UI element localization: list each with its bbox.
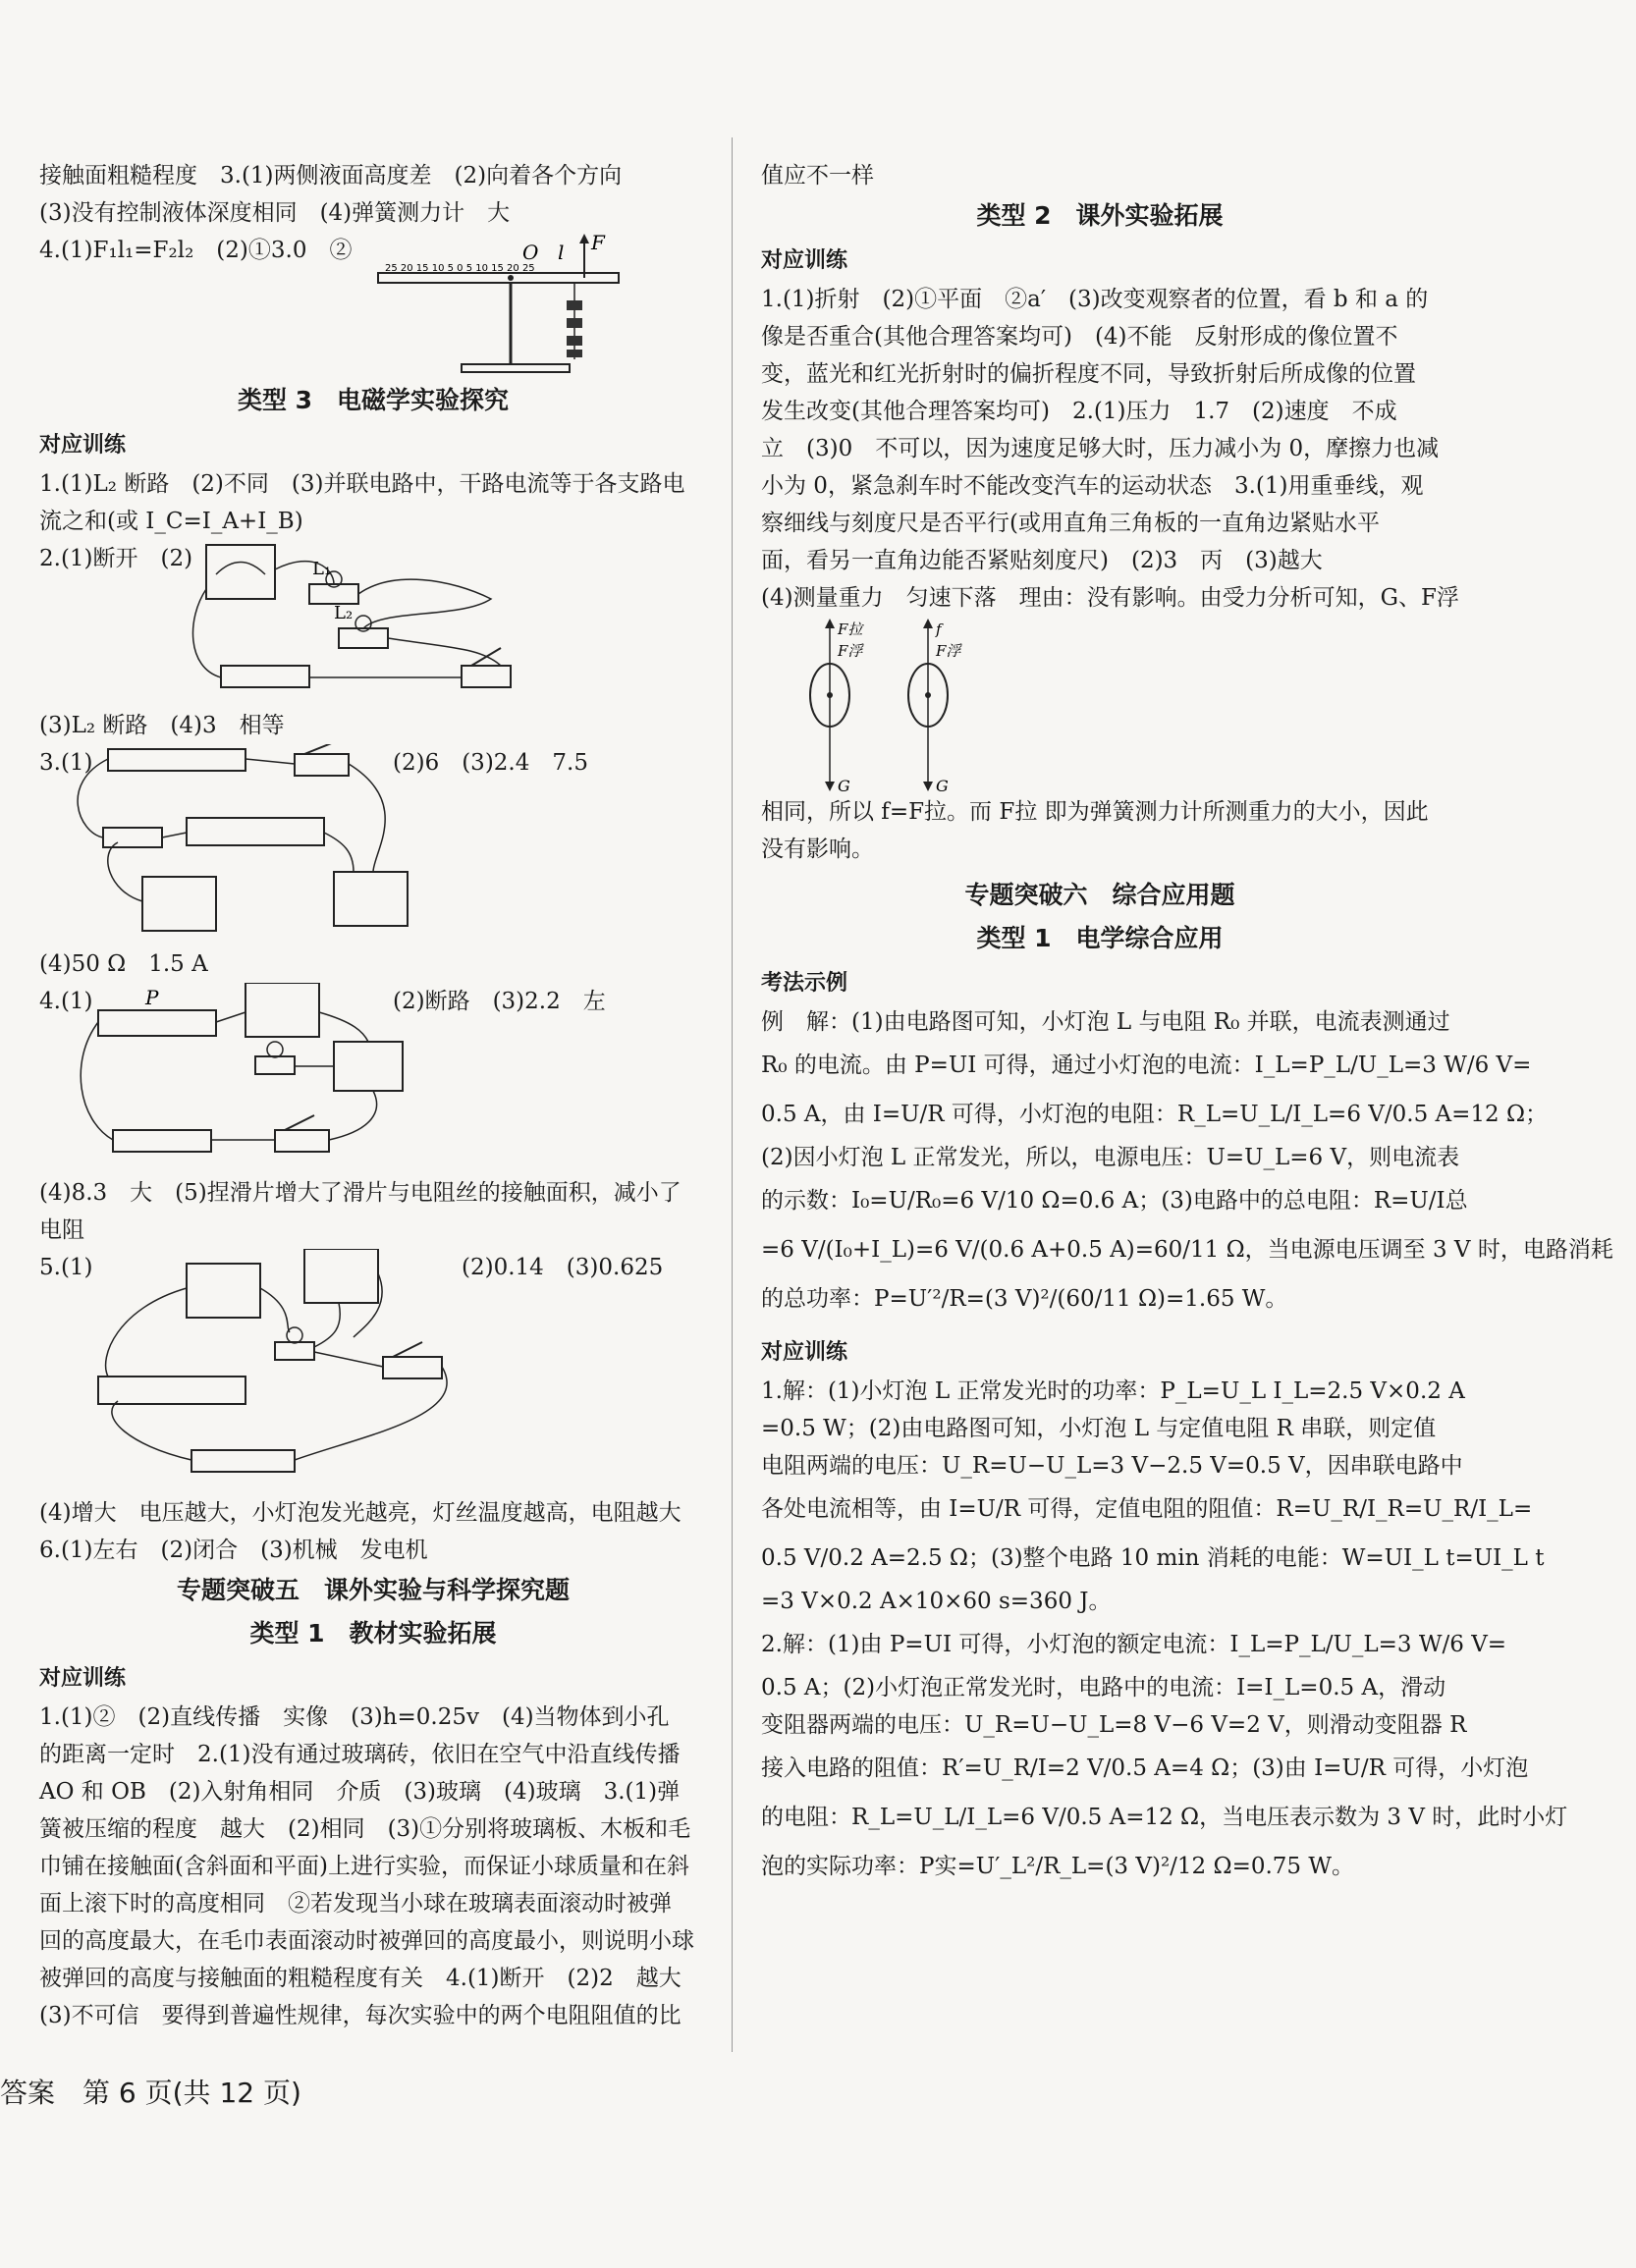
text-line: (2)因小灯泡 L 正常发光，所以，电源电压：U=U_L=6 V，则电流表 (761, 1145, 1460, 1170)
text-line: 0.5 V/0.2 A=2.5 Ω；(3)整个电路 10 min 消耗的电能：W=UI_L t=UI_L t (761, 1545, 1545, 1571)
text-line: 发生改变(其他合理答案均可) 2.(1)压力 1.7 (2)速度 不成 (761, 399, 1397, 424)
L1-label: L₁ (312, 559, 332, 579)
text-line: 值应不一样 (761, 163, 874, 189)
page-footer: 答案 第 6 页(共 12 页) (0, 2077, 301, 2109)
text-line: 泡的实际功率：P实=U′_L²/R_L=(3 V)²/12 Ω=0.75 W。 (761, 1854, 1355, 1879)
text-line: 例 解：(1)由电路图可知，小灯泡 L 与电阻 R₀ 并联，电流表测通过 (761, 1009, 1450, 1035)
text-line: 电阻 (39, 1217, 84, 1243)
text-line: 3.(1) (39, 750, 93, 776)
force-f-label: f (936, 621, 942, 638)
force-F-fu-label: F浮 (936, 642, 961, 660)
text-line: R₀ 的电流。由 P=UI 可得，通过小灯泡的电流：I_L=P_L/U_L=3 W/6 V= (761, 1053, 1532, 1078)
text-line: (2)6 (3)2.4 7.5 (393, 750, 588, 776)
section-title: 专题突破六 综合应用题 (964, 881, 1235, 909)
text-line: 回的高度最大，在毛巾表面滚动时被弹回的高度最小，则说明小球 (39, 1928, 694, 1954)
text-line: 变，蓝光和红光折射时的偏折程度不同，导致折射后所成像的位置 (761, 361, 1416, 387)
text-line: (3)没有控制液体深度相同 (4)弹簧测力计 大 (39, 200, 511, 226)
subsection-title: 对应训练 (761, 1340, 848, 1365)
lever-O-label: O (522, 241, 539, 264)
lever-l-label: l (558, 241, 565, 264)
section-title: 类型 1 教材实验拓展 (249, 1619, 497, 1647)
slider-P-label: P (145, 986, 159, 1009)
text-line: (4)测量重力 匀速下落 理由：没有影响。由受力分析可知，G、F浮 (761, 585, 1459, 611)
q3-figure (39, 744, 707, 945)
text-line: 1.(1)② (2)直线传播 实像 (3)h=0.25v (4)当物体到小孔 (39, 1704, 670, 1730)
q5-figure (39, 1249, 707, 1494)
section-title: 专题突破五 课外实验与科学探究题 (176, 1576, 570, 1604)
L2-label: L₂ (334, 603, 354, 623)
text-line: =0.5 W；(2)由电路图可知，小灯泡 L 与定值电阻 R 串联，则定值 (761, 1416, 1437, 1441)
text-line: 2.解：(1)由 P=UI 可得，小灯泡的额定电流：I_L=P_L/U_L=3 W/6 V= (761, 1632, 1507, 1657)
subsection-title: 对应训练 (761, 248, 848, 273)
text-line: 的总功率：P=U′²/R=(3 V)²/(60/11 Ω)=1.65 W。 (761, 1286, 1288, 1312)
q2-figure (39, 540, 707, 707)
text-line: 的距离一定时 2.(1)没有通过玻璃砖，依旧在空气中沿直线传播 (39, 1742, 681, 1767)
text-line: 没有影响。 (761, 837, 874, 862)
text-line: 立 (3)0 不可以，因为速度足够大时，压力减小为 0，摩擦力也减 (761, 436, 1440, 461)
circuit-diagram-q3 (39, 744, 707, 945)
text-line: 4.(1)F₁l₁=F₂l₂ (2)①3.0 ② (39, 238, 353, 263)
text-line: 相同，所以 f=F拉。而 F拉 即为弹簧测力计所测重力的大小，因此 (761, 799, 1429, 825)
text-line: (4)50 Ω 1.5 A (39, 951, 208, 977)
text-line: 的示数：I₀=U/R₀=6 V/10 Ω=0.6 A；(3)电路中的总电阻：R=U/I总 (761, 1188, 1468, 1214)
text-line: 4.(1) (39, 989, 93, 1014)
subsection-title: 对应训练 (39, 1666, 127, 1691)
section-title: 类型 1 电学综合应用 (976, 924, 1224, 952)
text-line: 1.(1)折射 (2)①平面 ②a′ (3)改变观察者的位置，看 b 和 a 的 (761, 287, 1429, 312)
section-title: 类型 2 课外实验拓展 (976, 201, 1224, 230)
text-line: 被弹回的高度与接触面的粗糙程度有关 4.(1)断开 (2)2 越大 (39, 1966, 682, 1991)
lever-F-label: F (591, 232, 605, 254)
force-diagram-2 (908, 619, 962, 793)
column-divider (732, 137, 733, 2052)
q4-figure (39, 983, 707, 1174)
subsection-title: 考法示例 (761, 971, 848, 996)
text-line: 接触面粗糙程度 3.(1)两侧液面高度差 (2)向着各个方向 (39, 163, 623, 189)
force-figure (761, 617, 1439, 793)
text-line: 察细线与刻度尺是否平行(或用直角三角板的一直角边紧贴水平 (761, 511, 1380, 536)
text-line: 流之和(或 I_C=I_A+I_B) (39, 509, 303, 534)
lever-figure (39, 232, 707, 379)
text-line: 像是否重合(其他合理答案均可) (4)不能 反射形成的像位置不 (761, 324, 1398, 350)
text-line: 接入电路的阻值：R′=U_R/I=2 V/0.5 A=4 Ω；(3)由 I=U/R 可得，小灯泡 (761, 1755, 1529, 1781)
text-line: (4)8.3 大 (5)捏滑片增大了滑片与电阻丝的接触面积，减小了 (39, 1180, 682, 1206)
text-line: (3)不可信 要得到普遍性规律，每次实验中的两个电阻阻值的比 (39, 2003, 682, 2028)
force-diagram-1 (810, 619, 864, 793)
text-line: 5.(1) (39, 1255, 93, 1280)
text-line: (2)断路 (3)2.2 左 (393, 989, 606, 1014)
circuit-diagram-q4 (39, 983, 707, 1174)
section-title: 类型 3 电磁学实验探究 (237, 386, 510, 414)
lever-scale: 25 20 15 10 5 0 5 10 15 20 25 (385, 263, 535, 274)
text-line: 6.(1)左右 (2)闭合 (3)机械 发电机 (39, 1538, 428, 1563)
force-G-label: G (838, 777, 850, 793)
text-line: 面上滚下时的高度相同 ②若发现当小球在玻璃表面滚动时被弹 (39, 1891, 672, 1917)
right-column (761, 157, 1613, 1891)
text-line: 小为 0，紧急刹车时不能改变汽车的运动状态 3.(1)用重垂线，观 (761, 473, 1424, 499)
text-line: 0.5 A；(2)小灯泡正常发光时，电路中的电流：I=I_L=0.5 A，滑动 (761, 1675, 1446, 1701)
text-line: 2.(1)断开 (2) (39, 546, 193, 571)
text-line: AO 和 OB (2)入射角相同 介质 (3)玻璃 (4)玻璃 3.(1)弹 (39, 1779, 681, 1805)
text-line: 巾铺在接触面(含斜面和平面)上进行实验，而保证小球质量和在斜 (39, 1854, 689, 1879)
force-F-fu-label: F浮 (838, 642, 863, 660)
text-line: =3 V×0.2 A×10×60 s=360 J。 (761, 1589, 1112, 1614)
subsection-title: 对应训练 (39, 433, 127, 458)
force-diagram (761, 617, 1439, 793)
left-column (39, 157, 707, 2034)
text-line: 1.(1)L₂ 断路 (2)不同 (3)并联电路中，干路电流等于各支路电 (39, 471, 685, 497)
text-line: (2)0.14 (3)0.625 (462, 1255, 664, 1280)
text-line: 面，看另一直角边能否紧贴刻度尺) (2)3 丙 (3)越大 (761, 548, 1323, 573)
force-G-label: G (936, 777, 949, 793)
force-F-la-label: F拉 (838, 621, 863, 638)
text-line: 电阻两端的电压：U_R=U−U_L=3 V−2.5 V=0.5 V，因串联电路中 (761, 1453, 1463, 1479)
text-line: (3)L₂ 断路 (4)3 相等 (39, 713, 285, 738)
text-line: 簧被压缩的程度 越大 (2)相同 (3)①分别将玻璃板、木板和毛 (39, 1816, 691, 1842)
text-line: =6 V/(I₀+I_L)=6 V/(0.6 A+0.5 A)=60/11 Ω，当电源电压调至 3 V 时，电路消耗 (761, 1237, 1613, 1263)
text-line: (4)增大 电压越大，小灯泡发光越亮，灯丝温度越高，电阻越大 (39, 1500, 682, 1526)
text-line: 变阻器两端的电压：U_R=U−U_L=8 V−6 V=2 V，则滑动变阻器 R (761, 1712, 1467, 1738)
text-line: 的电阻：R_L=U_L/I_L=6 V/0.5 A=12 Ω，当电压表示数为 3 V 时，此时小灯 (761, 1805, 1568, 1830)
text-line: 各处电流相等，由 I=U/R 可得，定值电阻的阻值：R=U_R/I_R=U_R/I_L= (761, 1496, 1533, 1522)
text-line: 1.解：(1)小灯泡 L 正常发光时的功率：P_L=U_L I_L=2.5 V×0.2 A (761, 1378, 1465, 1404)
text-line: 0.5 A，由 I=U/R 可得，小灯泡的电阻：R_L=U_L/I_L=6 V/0.5 A=12 Ω； (761, 1102, 1549, 1127)
